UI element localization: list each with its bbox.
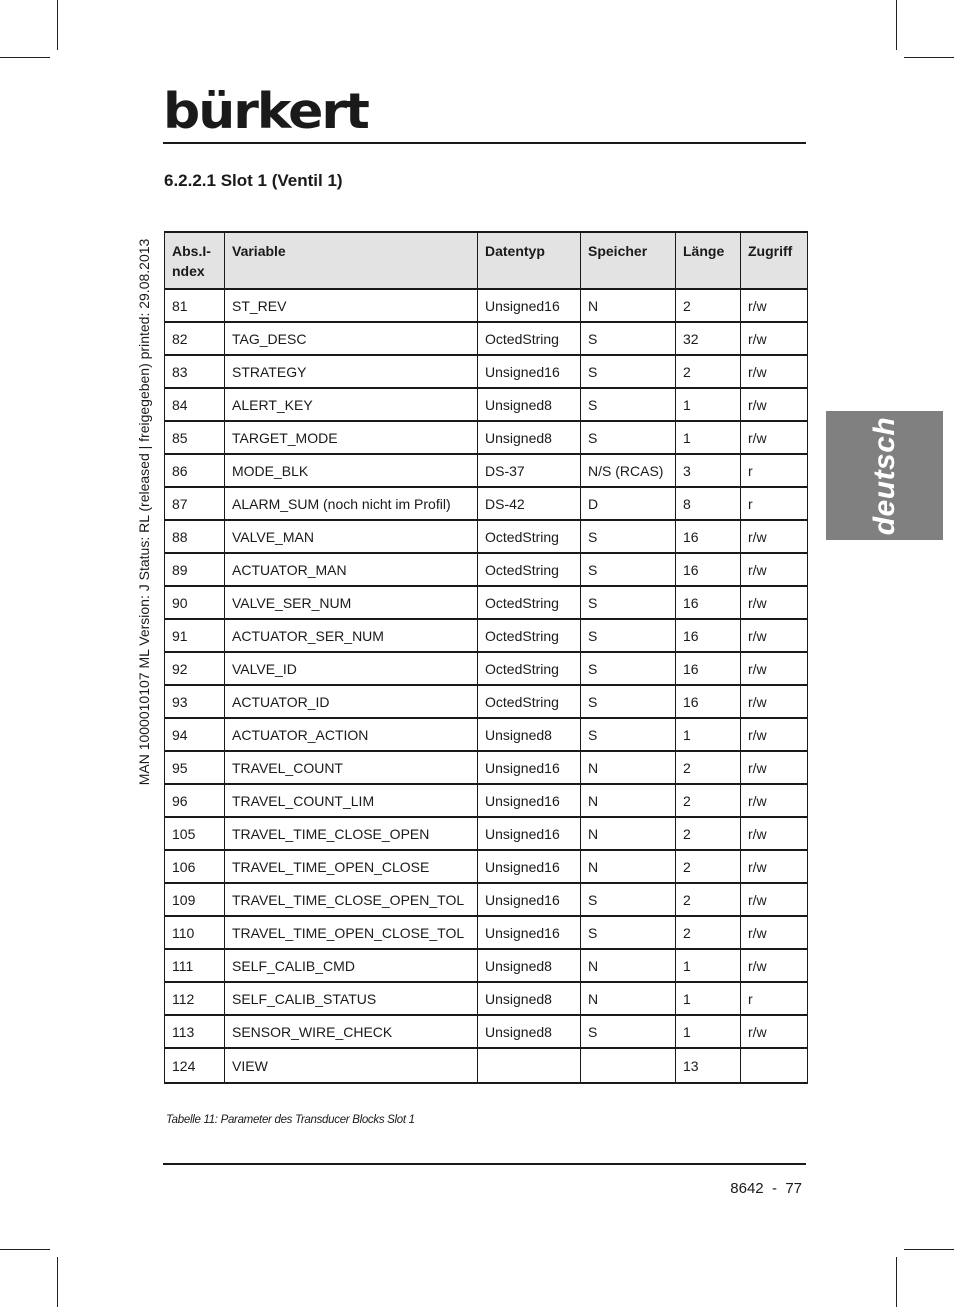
cell-index: 93 xyxy=(165,685,225,718)
cell-variable: VIEW xyxy=(225,1048,478,1083)
cell-variable: ACTUATOR_MAN xyxy=(225,553,478,586)
cell-datatype: Unsigned8 xyxy=(478,949,581,982)
cell-length: 1 xyxy=(676,421,741,454)
cell-access: r/w xyxy=(741,883,808,916)
cell-variable: TARGET_MODE xyxy=(225,421,478,454)
cell-variable: TAG_DESC xyxy=(225,322,478,355)
cell-access: r/w xyxy=(741,553,808,586)
cell-length: 2 xyxy=(676,850,741,883)
table-row xyxy=(165,718,808,751)
cell-variable: ALARM_SUM (noch nicht im Profil) xyxy=(225,487,478,520)
cell-length: 1 xyxy=(676,388,741,421)
crop-mark xyxy=(57,1257,58,1307)
cell-access: r/w xyxy=(741,421,808,454)
cell-index: 111 xyxy=(165,949,225,982)
table-caption: Tabelle 11: Parameter des Transducer Blocks Slot 1 xyxy=(166,1114,415,1126)
table-row xyxy=(165,883,808,916)
cell-variable: ST_REV xyxy=(225,289,478,322)
cell-access: r/w xyxy=(741,718,808,751)
cell-storage: S xyxy=(581,652,676,685)
cell-storage: N/S (RCAS) xyxy=(581,454,676,487)
table-row xyxy=(165,289,808,322)
table-row xyxy=(165,619,808,652)
cell-access: r/w xyxy=(741,685,808,718)
cell-access: r/w xyxy=(741,784,808,817)
cell-storage: N xyxy=(581,289,676,322)
cell-length: 1 xyxy=(676,1015,741,1048)
cell-length: 1 xyxy=(676,718,741,751)
column-header-variable: Variable xyxy=(225,232,478,289)
cell-variable: STRATEGY xyxy=(225,355,478,388)
crop-mark xyxy=(904,1249,954,1250)
cell-access: r/w xyxy=(741,520,808,553)
cell-datatype: Unsigned16 xyxy=(478,751,581,784)
cell-access: r/w xyxy=(741,322,808,355)
cell-access: r/w xyxy=(741,355,808,388)
cell-storage: N xyxy=(581,751,676,784)
cell-datatype: OctedString xyxy=(478,553,581,586)
cell-storage: S xyxy=(581,718,676,751)
cell-length: 3 xyxy=(676,454,741,487)
crop-mark xyxy=(896,1257,897,1307)
cell-access xyxy=(741,1048,808,1083)
column-header-datatype: Datentyp xyxy=(478,232,581,289)
cell-variable: TRAVEL_COUNT_LIM xyxy=(225,784,478,817)
cell-datatype: Unsigned8 xyxy=(478,1015,581,1048)
cell-length: 2 xyxy=(676,355,741,388)
cell-storage: D xyxy=(581,487,676,520)
cell-index: 84 xyxy=(165,388,225,421)
cell-length: 1 xyxy=(676,982,741,1015)
cell-length: 8 xyxy=(676,487,741,520)
cell-datatype: OctedString xyxy=(478,520,581,553)
cell-datatype: OctedString xyxy=(478,619,581,652)
table-row xyxy=(165,949,808,982)
table-row xyxy=(165,322,808,355)
cell-access: r/w xyxy=(741,619,808,652)
cell-index: 112 xyxy=(165,982,225,1015)
table-row xyxy=(165,751,808,784)
section-title: 6.2.2.1 Slot 1 (Ventil 1) xyxy=(164,171,343,190)
table-row xyxy=(165,850,808,883)
cell-index: 85 xyxy=(165,421,225,454)
table-row xyxy=(165,421,808,454)
cell-variable: SELF_CALIB_CMD xyxy=(225,949,478,982)
cell-access: r xyxy=(741,982,808,1015)
cell-datatype: Unsigned16 xyxy=(478,355,581,388)
cell-index: 113 xyxy=(165,1015,225,1048)
cell-access: r xyxy=(741,454,808,487)
cell-index: 94 xyxy=(165,718,225,751)
cell-storage: N xyxy=(581,817,676,850)
cell-storage: S xyxy=(581,388,676,421)
cell-datatype: OctedString xyxy=(478,586,581,619)
cell-index: 81 xyxy=(165,289,225,322)
document-status-meta: MAN 1000010107 ML Version: J Status: RL (released | freigegeben) printed: 29.08.2013 xyxy=(136,238,152,786)
cell-datatype: Unsigned16 xyxy=(478,817,581,850)
crop-mark xyxy=(0,1249,50,1250)
cell-length: 13 xyxy=(676,1048,741,1083)
header-rule xyxy=(163,142,806,144)
cell-storage: S xyxy=(581,883,676,916)
cell-length: 2 xyxy=(676,916,741,949)
cell-access: r/w xyxy=(741,289,808,322)
cell-index: 89 xyxy=(165,553,225,586)
cell-storage: S xyxy=(581,322,676,355)
cell-length: 16 xyxy=(676,652,741,685)
cell-index: 106 xyxy=(165,850,225,883)
cell-index: 91 xyxy=(165,619,225,652)
cell-storage: S xyxy=(581,421,676,454)
language-tab-label: deutsch xyxy=(867,416,901,535)
cell-variable: VALVE_MAN xyxy=(225,520,478,553)
cell-variable: ACTUATOR_SER_NUM xyxy=(225,619,478,652)
cell-storage: N xyxy=(581,949,676,982)
cell-access: r/w xyxy=(741,388,808,421)
footer-rule xyxy=(163,1163,806,1165)
cell-index: 105 xyxy=(165,817,225,850)
cell-length: 2 xyxy=(676,817,741,850)
cell-length: 16 xyxy=(676,553,741,586)
cell-datatype: Unsigned16 xyxy=(478,883,581,916)
cell-storage: S xyxy=(581,553,676,586)
cell-index: 87 xyxy=(165,487,225,520)
table-row xyxy=(165,586,808,619)
cell-variable: TRAVEL_TIME_CLOSE_OPEN xyxy=(225,817,478,850)
table-row xyxy=(165,388,808,421)
cell-variable: VALVE_SER_NUM xyxy=(225,586,478,619)
cell-index: 96 xyxy=(165,784,225,817)
cell-variable: TRAVEL_TIME_CLOSE_OPEN_TOL xyxy=(225,883,478,916)
cell-datatype: DS-37 xyxy=(478,454,581,487)
cell-variable: ACTUATOR_ID xyxy=(225,685,478,718)
cell-variable: TRAVEL_TIME_OPEN_CLOSE_TOL xyxy=(225,916,478,949)
crop-mark xyxy=(57,0,58,50)
table-row xyxy=(165,355,808,388)
cell-datatype: DS-42 xyxy=(478,487,581,520)
cell-storage: S xyxy=(581,355,676,388)
cell-variable: TRAVEL_TIME_OPEN_CLOSE xyxy=(225,850,478,883)
column-header-storage: Speicher xyxy=(581,232,676,289)
cell-storage: S xyxy=(581,586,676,619)
table-header-row xyxy=(165,232,808,289)
cell-datatype: Unsigned16 xyxy=(478,850,581,883)
table-row xyxy=(165,916,808,949)
table-row xyxy=(165,1048,808,1083)
cell-index: 82 xyxy=(165,322,225,355)
cell-datatype: Unsigned16 xyxy=(478,289,581,322)
table-row xyxy=(165,982,808,1015)
cell-storage: S xyxy=(581,916,676,949)
cell-storage: S xyxy=(581,619,676,652)
table-row xyxy=(165,652,808,685)
cell-variable: SENSOR_WIRE_CHECK xyxy=(225,1015,478,1048)
table-row xyxy=(165,553,808,586)
table-row xyxy=(165,520,808,553)
cell-datatype: OctedString xyxy=(478,652,581,685)
cell-variable: MODE_BLK xyxy=(225,454,478,487)
cell-access: r xyxy=(741,487,808,520)
cell-access: r/w xyxy=(741,949,808,982)
cell-storage: S xyxy=(581,685,676,718)
cell-storage: S xyxy=(581,1015,676,1048)
table-row xyxy=(165,487,808,520)
table-row xyxy=(165,1015,808,1048)
cell-access: r/w xyxy=(741,652,808,685)
crop-mark xyxy=(904,57,954,58)
cell-index: 124 xyxy=(165,1048,225,1083)
table-row xyxy=(165,784,808,817)
cell-access: r/w xyxy=(741,586,808,619)
cell-datatype: Unsigned16 xyxy=(478,784,581,817)
cell-storage: N xyxy=(581,784,676,817)
cell-access: r/w xyxy=(741,916,808,949)
cell-datatype: OctedString xyxy=(478,685,581,718)
cell-storage: N xyxy=(581,982,676,1015)
cell-datatype: Unsigned8 xyxy=(478,388,581,421)
cell-index: 92 xyxy=(165,652,225,685)
language-tab xyxy=(826,411,943,540)
cell-index: 90 xyxy=(165,586,225,619)
cell-length: 2 xyxy=(676,289,741,322)
cell-length: 16 xyxy=(676,619,741,652)
cell-datatype: Unsigned8 xyxy=(478,982,581,1015)
cell-access: r/w xyxy=(741,817,808,850)
cell-length: 16 xyxy=(676,685,741,718)
cell-length: 2 xyxy=(676,751,741,784)
cell-variable: ACTUATOR_ACTION xyxy=(225,718,478,751)
cell-length: 32 xyxy=(676,322,741,355)
cell-length: 1 xyxy=(676,949,741,982)
cell-variable: TRAVEL_COUNT xyxy=(225,751,478,784)
cell-storage: S xyxy=(581,520,676,553)
cell-storage: N xyxy=(581,850,676,883)
table-row xyxy=(165,817,808,850)
cell-datatype xyxy=(478,1048,581,1083)
cell-length: 2 xyxy=(676,883,741,916)
cell-index: 83 xyxy=(165,355,225,388)
column-header-length: Länge xyxy=(676,232,741,289)
company-logo: bürkert xyxy=(163,83,368,141)
cell-access: r/w xyxy=(741,1015,808,1048)
cell-datatype: Unsigned8 xyxy=(478,718,581,751)
page-number: 8642 - 77 xyxy=(730,1180,802,1197)
cell-datatype: Unsigned8 xyxy=(478,421,581,454)
cell-storage xyxy=(581,1048,676,1083)
cell-variable: VALVE_ID xyxy=(225,652,478,685)
cell-access: r/w xyxy=(741,850,808,883)
column-header-access: Zugriff xyxy=(741,232,808,289)
table-body xyxy=(165,289,808,1083)
cell-index: 109 xyxy=(165,883,225,916)
cell-index: 95 xyxy=(165,751,225,784)
cell-length: 16 xyxy=(676,520,741,553)
cell-datatype: OctedString xyxy=(478,322,581,355)
column-header-index: Abs.I- ndex xyxy=(165,232,225,289)
table-row xyxy=(165,454,808,487)
cell-index: 88 xyxy=(165,520,225,553)
cell-length: 2 xyxy=(676,784,741,817)
cell-index: 86 xyxy=(165,454,225,487)
crop-mark xyxy=(896,0,897,50)
crop-mark xyxy=(0,57,50,58)
cell-variable: SELF_CALIB_STATUS xyxy=(225,982,478,1015)
table-row xyxy=(165,685,808,718)
cell-index: 110 xyxy=(165,916,225,949)
cell-access: r/w xyxy=(741,751,808,784)
parameter-table xyxy=(164,231,808,1084)
cell-datatype: Unsigned16 xyxy=(478,916,581,949)
cell-variable: ALERT_KEY xyxy=(225,388,478,421)
cell-length: 16 xyxy=(676,586,741,619)
